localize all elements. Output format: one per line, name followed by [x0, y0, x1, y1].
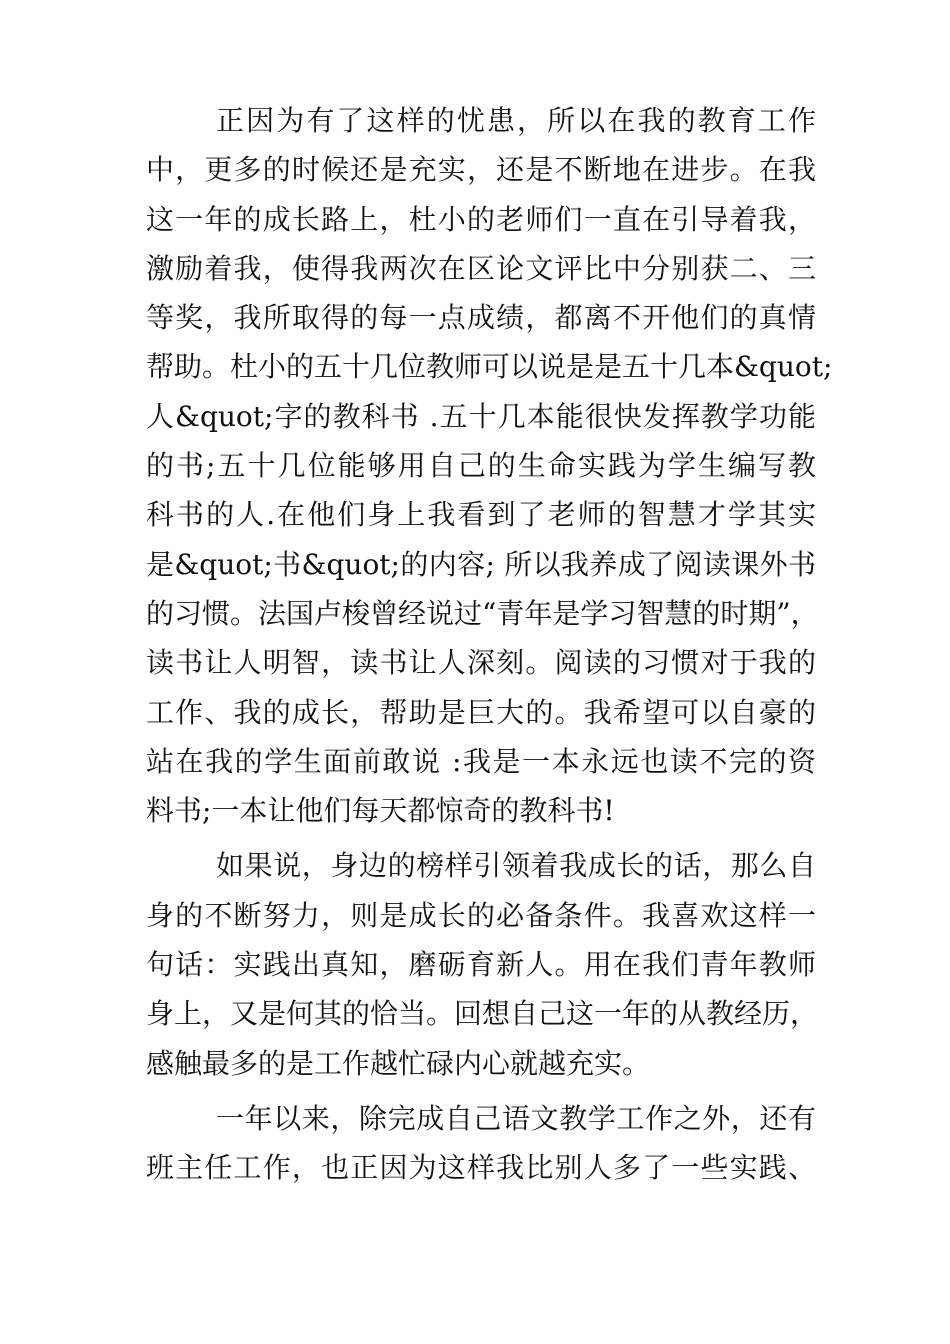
text-line: 的书;五十几位能够用自己的生命实践为学生编写教: [146, 449, 816, 483]
text-line: 人&quot;字的教科书 .五十几本能很快发挥教学功能: [146, 399, 816, 433]
paragraph-3: [146, 1094, 816, 1193]
text-line: 读书让人明智，读书让人深刻。阅读的习惯对于我的: [146, 646, 816, 680]
text-line: 站在我的学生面前敢说 :我是一本永远也读不完的资: [146, 744, 816, 778]
paragraph-1: [146, 96, 833, 835]
text-line: 的习惯。法国卢梭曾经说过“青年是学习智慧的时期”，: [146, 596, 819, 630]
document-body: [146, 96, 833, 1193]
text-line: 如果说，身边的榜样引领着我成长的话，那么自: [216, 849, 816, 883]
text-line: 料书;一本让他们每天都惊奇的教科书!: [146, 794, 615, 828]
text-line: 一年以来，除完成自己语文教学工作之外，还有: [216, 1101, 816, 1135]
text-line: 等奖，我所取得的每一点成绩，都离不开他们的真情: [146, 301, 816, 335]
text-line: 班主任工作，也正因为这样我比别人多了一些实践、: [146, 1151, 816, 1185]
text-line: 句话：实践出真知，磨砺育新人。用在我们青年教师: [146, 948, 816, 982]
text-line: 身的不断努力，则是成长的必备条件。我喜欢这样一: [146, 898, 816, 932]
text-line: 是&quot;书&quot;的内容; 所以我养成了阅读课外书: [146, 547, 816, 581]
paragraph-2: [146, 841, 819, 1087]
text-line: 工作、我的成长，帮助是巨大的。我希望可以自豪的: [146, 695, 816, 729]
text-line: 这一年的成长路上，杜小的老师们一直在引导着我，: [146, 202, 816, 236]
text-line: 感触最多的是工作越忙碌内心就越充实。: [146, 1046, 651, 1080]
text-line: 科书的人.在他们身上我看到了老师的智慧才学其实: [146, 498, 816, 532]
text-line: 正因为有了这样的忧患，所以在我的教育工作: [216, 104, 816, 137]
text-line: 激励着我，使得我两次在区论文评比中分别获二、三: [146, 251, 816, 285]
text-line: 身上，又是何其的恰当。回想自己这一年的从教经历，: [146, 997, 819, 1031]
text-line: 帮助。杜小的五十几位教师可以说是是五十几本&quot;: [146, 350, 833, 384]
text-line: 中，更多的时候还是充实，还是不断地在进步。在我: [146, 153, 816, 187]
